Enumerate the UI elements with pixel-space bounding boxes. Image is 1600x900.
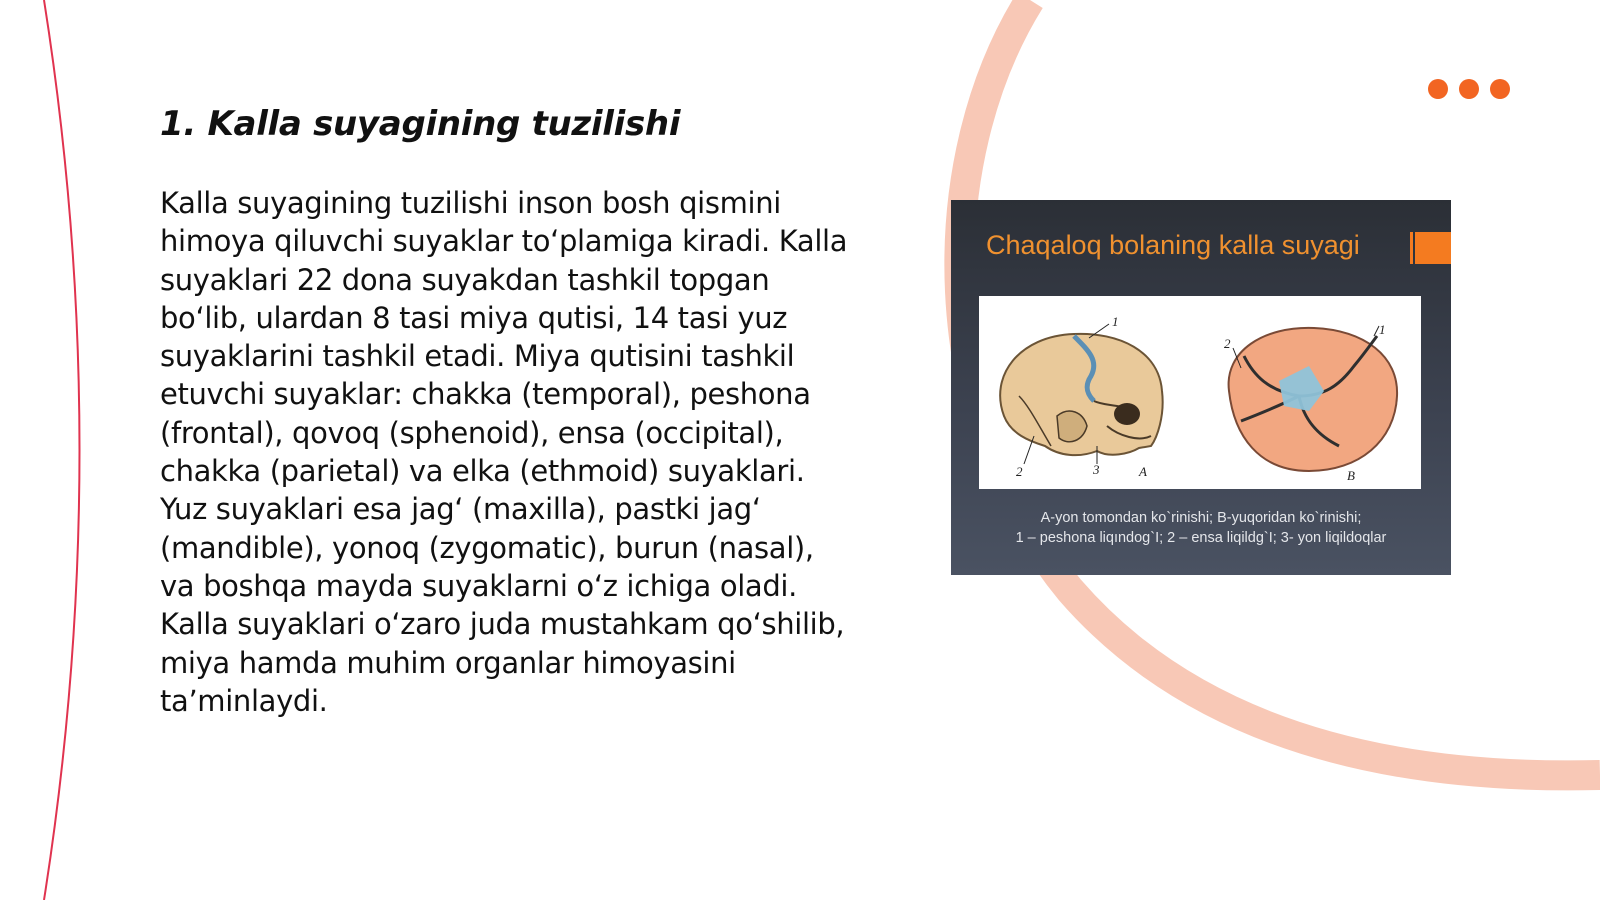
skull-illustration xyxy=(979,296,1421,489)
dot xyxy=(1490,79,1510,99)
dot xyxy=(1428,79,1448,99)
more-dots-icon xyxy=(1428,79,1510,101)
figure-title-accent xyxy=(1415,232,1451,264)
label-b1: 1 xyxy=(1379,322,1386,337)
left-accent-line xyxy=(44,0,80,900)
figure-caption-line-2: 1 – peshona liqındog`I; 2 – ensa liqildg`I; 3- yon liqildoqlar xyxy=(1015,530,1387,546)
skull-side-view xyxy=(1000,324,1162,464)
label-a-letter: A xyxy=(1139,464,1147,479)
slide-title: 1. Kalla suyagining tuzilishi xyxy=(160,104,681,144)
figure-caption-line-1: A-yon tomondan ko`rinishi; B-yuqoridan ko`rinishi; xyxy=(1040,510,1362,526)
label-a1: 1 xyxy=(1112,314,1119,329)
dot xyxy=(1459,79,1479,99)
label-a3: 3 xyxy=(1093,462,1100,477)
skull-figure xyxy=(951,200,1451,575)
label-b2: 2 xyxy=(1224,336,1231,351)
figure-caption xyxy=(951,508,1451,548)
skull-illustration-panel xyxy=(979,296,1421,489)
figure-title: Chaqaloq bolaning kalla suyagi xyxy=(986,230,1360,260)
label-b-letter: B xyxy=(1347,468,1355,483)
label-a2: 2 xyxy=(1016,464,1023,479)
slide-body-text: Kalla suyagining tuzilishi inson bosh qismini himoya qiluvchi suyaklar to‘plamiga kiradi. Kalla suyaklari 22 dona suyakdan tashkil topgan bo‘lib, ulardan 8 tasi miya qutisi, 14 tasi yuz suyaklarini tashkil etadi. Miya qutisini tashkil etuvchi suyaklar: chakka (temporal), peshona (frontal), qovoq (sphenoid), ensa (occipital), chakka (parietal) va elka (ethmoid) suyaklari. Yuz suyaklari esa jag‘ (maxilla), pastki jag‘ (mandible), yonoq (zygomatic), burun (nasal), va boshqa mayda suyaklarni o‘z ichiga oladi. Kalla suyaklari o‘zaro juda mustahkam qo‘shilib, miya hamda muhim organlar himoyasini ta’minlaydi. xyxy=(160,186,848,718)
figure-title-accent-bar xyxy=(1410,232,1413,264)
skull-top-view xyxy=(1229,326,1398,471)
